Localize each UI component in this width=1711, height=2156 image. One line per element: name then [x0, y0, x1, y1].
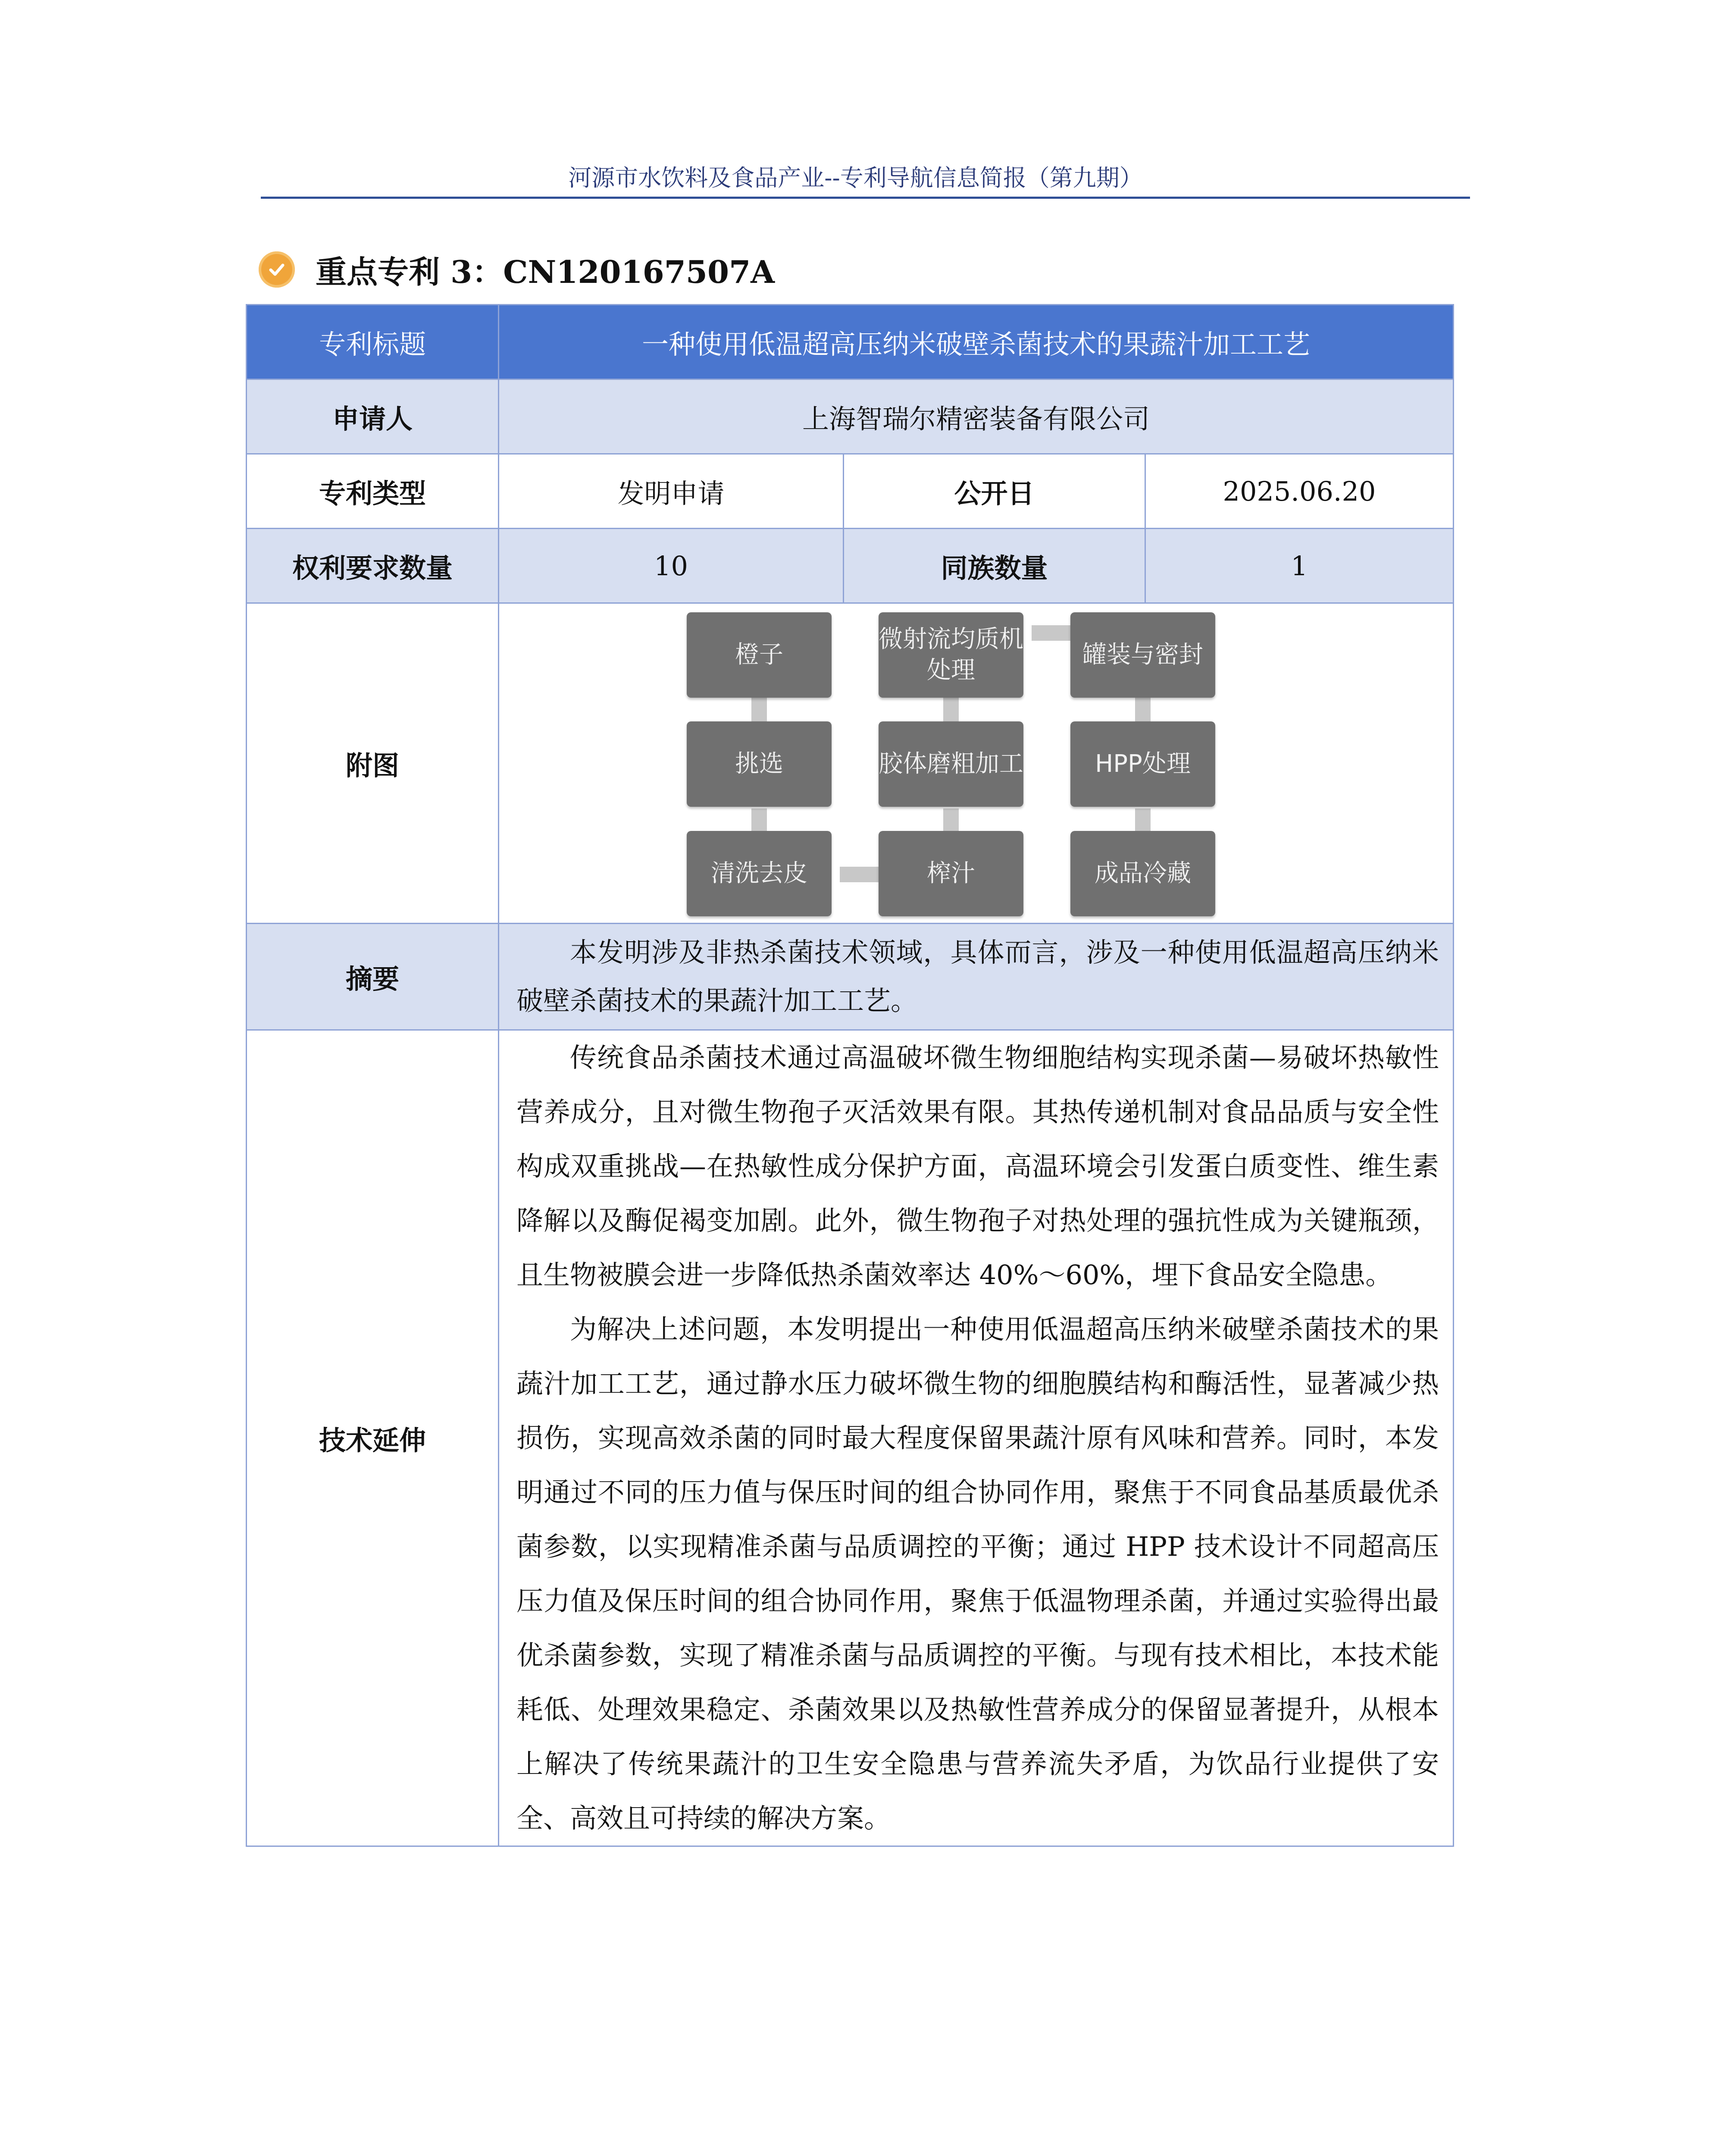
abstract-cell: [499, 924, 1454, 1030]
header-rule: [261, 197, 1470, 199]
flow-node-orange: 橙子: [687, 612, 832, 698]
family-value: 1: [1145, 529, 1454, 603]
pubdate-value: 2025.06.20: [1145, 454, 1454, 529]
tech-row: [247, 1030, 1454, 1846]
check-badge-icon: [259, 251, 295, 288]
flow-node-canning: 罐装与密封: [1070, 612, 1215, 698]
claims-value: 10: [499, 529, 844, 603]
connector-canning-hpp: [1135, 696, 1151, 722]
flow-node-cold-storage: 成品冷藏: [1070, 831, 1215, 916]
title-value: 一种使用低温超高压纳米破壁杀菌技术的果蔬汁加工工艺: [499, 305, 1454, 379]
figure-row: [247, 603, 1454, 924]
connector-hpp-storage: [1135, 808, 1151, 834]
flow-node-select: 挑选: [687, 721, 832, 807]
type-row: [247, 454, 1454, 529]
figure-label: 附图: [247, 603, 499, 924]
connector-mill-microjet: [943, 696, 959, 722]
title-row: [247, 305, 1454, 379]
tech-paragraph: 为解决上述问题，本发明提出一种使用低温超高压纳米破壁杀菌技术的果蔬汁加工工艺，通过静水压力破坏微生物的细胞膜结构和酶活性，显著减少热损伤，实现高效杀菌的同时最大程度保留果蔬汁原有风味和营养。同时，本发明通过不同的压力值与保压时间的组合协同作用，聚焦于不同食品基质最优杀菌参数，以实现精准杀菌与品质调控的平衡；通过 HPP 技术设计不同超高压压力值及保压时间的组合协同作用，聚焦于低温物理杀菌，并通过实验得出最优杀菌参数，实现了精准杀菌与品质调控的平衡。与现有技术相比，本技术能耗低、处理效果稳定、杀菌效果以及热敏性营养成分的保留显著提升，从根本上解决了传统果蔬汁的卫生安全隐患与营养流失矛盾，为饮品行业提供了安全、高效且可持续的解决方案。: [516, 1313, 1439, 1834]
connector-orange-select: [751, 696, 767, 722]
flow-node-colloid-mill: 胶体磨粗加工: [879, 721, 1023, 807]
connector-select-wash: [751, 808, 767, 834]
pubdate-label: 公开日: [844, 454, 1145, 529]
type-value: 发明申请: [499, 454, 844, 529]
patent-info-table: [246, 304, 1454, 1847]
abstract-text: 本发明涉及非热杀菌技术领域，具体而言，涉及一种使用低温超高压纳米破壁杀菌技术的果蔬汁加工工艺。: [516, 937, 1439, 1016]
applicant-value: 上海智瑞尔精密装备有限公司: [499, 379, 1454, 454]
tech-label: 技术延伸: [247, 1030, 499, 1846]
section-heading: [259, 241, 775, 298]
applicant-row: [247, 379, 1454, 454]
abstract-label: 摘要: [247, 924, 499, 1030]
running-header: 河源市水饮料及食品产业--专利导航信息简报（第九期）: [568, 164, 1143, 191]
claims-label: 权利要求数量: [247, 529, 499, 603]
family-label: 同族数量: [844, 529, 1145, 603]
title-label: 专利标题: [247, 305, 499, 379]
flow-node-microjet: 微射流均质机处理: [879, 612, 1023, 698]
process-flowchart: [499, 606, 1456, 921]
applicant-label: 申请人: [247, 379, 499, 454]
section-heading-text: 重点专利 3：CN120167507A: [316, 254, 775, 290]
connector-juice-mill: [943, 808, 959, 834]
type-label: 专利类型: [247, 454, 499, 529]
claims-row: [247, 529, 1454, 603]
figure-cell: [499, 603, 1454, 924]
tech-cell: [499, 1030, 1454, 1846]
abstract-row: [247, 924, 1454, 1030]
tech-paragraph: 传统食品杀菌技术通过高温破坏微生物细胞结构实现杀菌—易破坏热敏性营养成分，且对微生物孢子灭活效果有限。其热传递机制对食品品质与安全性构成双重挑战—在热敏性成分保护方面，高温环境会引发蛋白质变性、维生素降解以及酶促褐变加剧。此外，微生物孢子对热处理的强抗性成为关键瓶颈，且生物被膜会进一步降低热杀菌效率达 40%～60%，埋下食品安全隐患。: [516, 1042, 1439, 1291]
flow-node-wash-peel: 清洗去皮: [687, 831, 832, 916]
flow-node-juice: 榨汁: [879, 831, 1023, 916]
flow-node-hpp: HPP处理: [1070, 721, 1215, 807]
